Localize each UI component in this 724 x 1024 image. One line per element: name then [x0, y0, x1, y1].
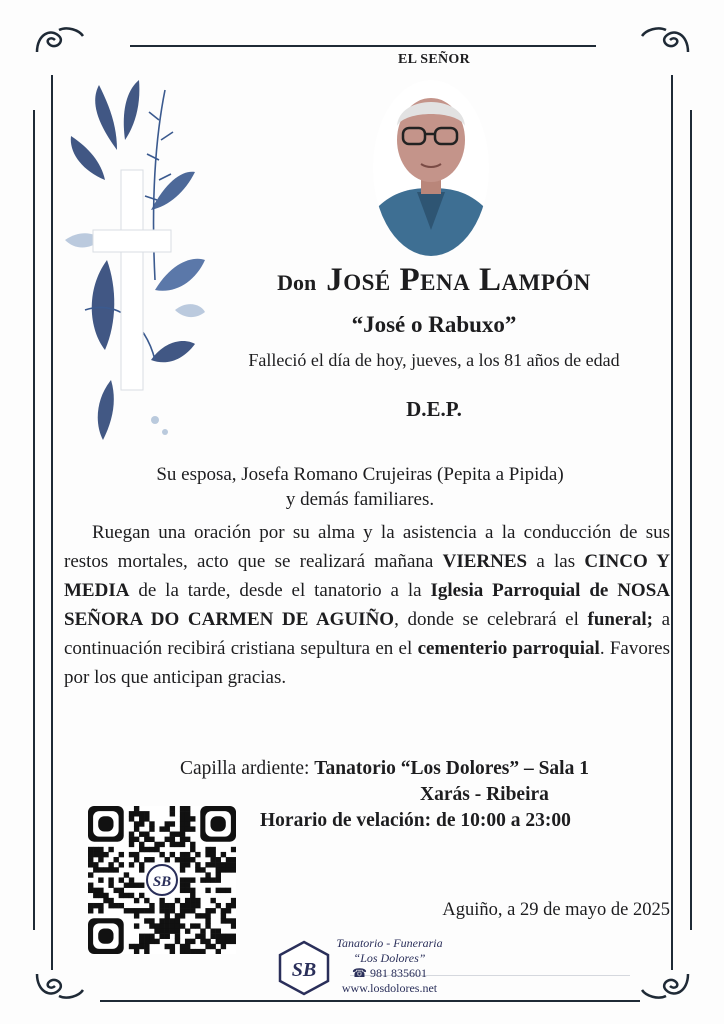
capilla-value: Tanatorio “Los Dolores” – Sala 1	[314, 758, 589, 779]
body-bold-time: CINCO Y MEDIA	[64, 551, 670, 601]
frame-left	[51, 75, 53, 970]
funeraria-phone: 981 835601	[369, 966, 427, 980]
capilla-label: Capilla ardiente:	[180, 758, 315, 779]
floral-cross-illustration	[55, 60, 215, 445]
svg-text:SB: SB	[291, 959, 317, 981]
funeraria-line-1: Tanatorio - Funeraria	[336, 936, 443, 950]
body-text-2: a las	[527, 551, 585, 572]
frame-right-outer	[690, 110, 692, 930]
corner-ornament-bottom-right	[640, 970, 692, 1002]
qr-code[interactable]	[88, 806, 236, 954]
frame-left-outer	[33, 110, 35, 930]
header-title: EL SEÑOR	[397, 52, 471, 67]
visiting-hours: Horario de velación: de 10:00 a 23:00	[260, 810, 571, 831]
body-bold-church: Iglesia Parroquial de NOSA SEÑORA DO CARMEN DE AGUIÑO	[64, 580, 671, 630]
body-bold-day: VIERNES	[442, 551, 528, 572]
portrait-photo	[373, 80, 489, 256]
name-prefix: Don	[277, 270, 317, 295]
funeraria-website[interactable]: www.losdolores.net	[341, 981, 438, 995]
capilla-location: Xarás - Ribeira	[420, 784, 549, 805]
funeraria-phone-line	[322, 966, 457, 981]
frame-top	[130, 45, 596, 47]
body-text-6: . Favores por los que anticipan gracias.	[64, 638, 671, 688]
body-bold-cemetery: cementerio parroquial	[417, 638, 600, 659]
family-line-1: Su esposa, Josefa Romano Crujeiras (Pepita a Pipida)	[156, 464, 564, 485]
capilla-line	[180, 758, 589, 780]
body-bold-funeral: funeral;	[587, 609, 653, 630]
phone-icon: ☎	[352, 966, 370, 980]
corner-ornament-bottom-left	[33, 970, 85, 1002]
dep-text: D.E.P.	[406, 397, 462, 421]
date-line: Aguiño, a 29 de mayo de 2025	[442, 900, 670, 920]
svg-text:SB: SB	[152, 874, 172, 890]
full-name: José Pena Lampón	[326, 262, 591, 298]
service-details-paragraph	[64, 518, 670, 692]
death-notice: Falleció el día de hoy, jueves, a los 81 años de edad	[248, 350, 620, 370]
body-text-5: a continuación recibirá cristiana sepultura en el	[64, 609, 671, 659]
funeraria-info	[322, 936, 457, 996]
family-line-2: y demás familiares.	[285, 489, 435, 510]
nickname: “José o Rabuxo”	[351, 312, 517, 337]
frame-bottom	[100, 1000, 640, 1002]
body-text-3: de la tarde, desde el tanatorio a la	[129, 580, 431, 601]
deceased-name	[200, 262, 668, 299]
funeraria-line-2: “Los Dolores”	[353, 951, 426, 965]
frame-right	[671, 75, 673, 970]
body-text-4: , donde se celebrará el	[394, 609, 588, 630]
family-block	[80, 462, 640, 512]
body-text-1: Ruegan una oración por su alma y la asistencia a la conducción de sus restos mortales, acto que se realizará mañana	[64, 522, 670, 572]
